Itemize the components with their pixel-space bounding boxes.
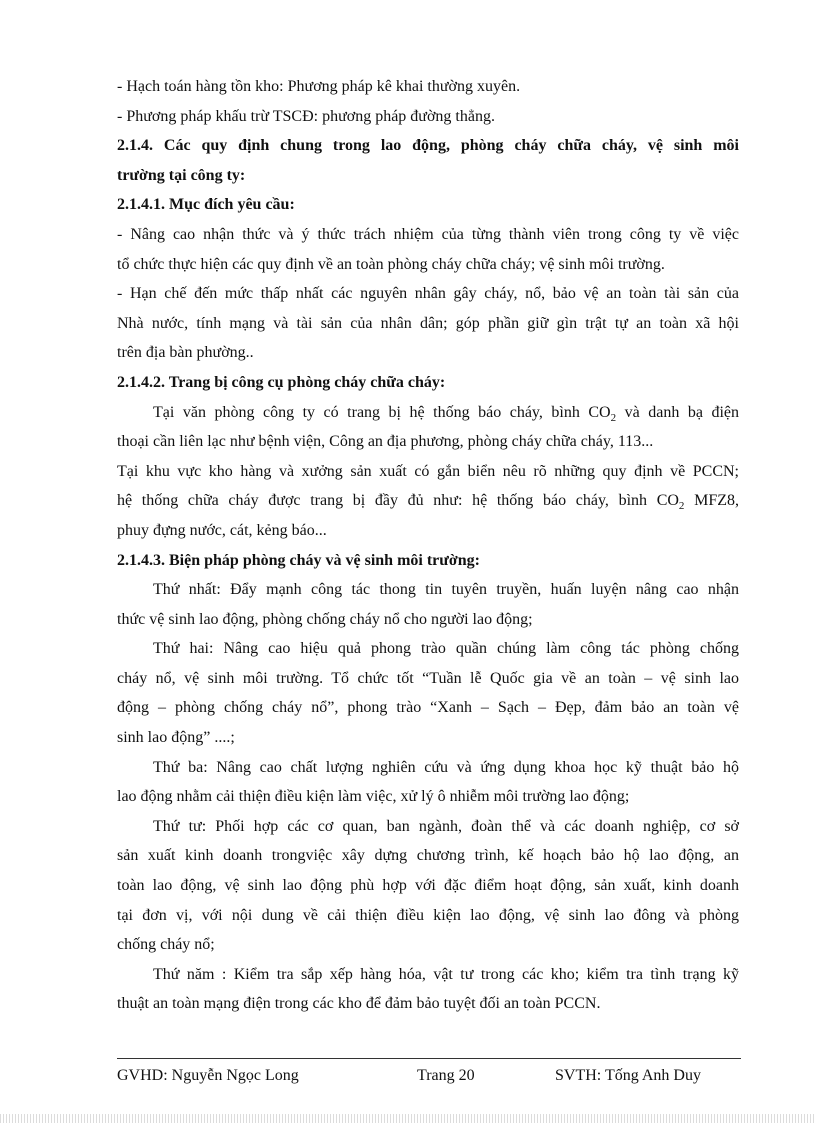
subscript: 2	[678, 500, 685, 513]
text-line: cháy nổ, vệ sinh môi trường. Tổ chức tốt “Tuần lễ Quốc gia về an toàn – vệ sinh lao	[117, 669, 739, 687]
section-heading: trường tại công ty:	[117, 166, 246, 184]
subsection-heading: 2.1.4.3. Biện pháp phòng cháy và vệ sinh môi trường:	[117, 551, 480, 569]
text-line: Thứ hai: Nâng cao hiệu quả phong trào quần chúng làm công tác phòng chống	[153, 640, 739, 658]
text-line	[117, 398, 739, 428]
document-body	[117, 72, 739, 1019]
footer-student: SVTH: Tống Anh Duy	[555, 1067, 701, 1084]
text-line: trên địa bàn phường..	[117, 344, 254, 362]
text-line: phuy đựng nước, cát, kẻng báo...	[117, 521, 327, 539]
text-line: - Nâng cao nhận thức và ý thức trách nhiệm của từng thành viên trong công ty về việc	[117, 225, 739, 243]
text-line: thuật an toàn mạng điện trong các kho để đảm bảo tuyệt đối an toàn PCCN.	[117, 995, 601, 1013]
subscript: 2	[610, 411, 617, 424]
text-line: Thứ năm : Kiểm tra sắp xếp hàng hóa, vật tư trong các kho; kiểm tra tình trạng kỹ	[153, 965, 739, 983]
text-line: tổ chức thực hiện các quy định về an toàn phòng cháy chữa cháy; vệ sinh môi trường.	[117, 255, 665, 273]
text-line: toàn lao động, vệ sinh lao động phù hợp với đặc điểm hoạt động, sản xuất, kinh doanh	[117, 877, 739, 895]
text-line: Thứ ba: Nâng cao chất lượng nghiên cứu và ứng dụng khoa học kỹ thuật bảo hộ	[153, 758, 739, 776]
text-line: chống cháy nổ;	[117, 936, 215, 954]
text-segment: MFZ8,	[684, 492, 739, 510]
text-line: - Phương pháp khấu trừ TSCĐ: phương pháp đường thẳng.	[117, 107, 495, 125]
text-segment: Tại văn phòng công ty có trang bị hệ thống báo cháy, bình CO	[153, 403, 611, 421]
text-line: lao động nhằm cải thiện điều kiện làm việc, xử lý ô nhiễm môi trường lao động;	[117, 788, 630, 806]
text-line: sinh lao động” ....;	[117, 729, 235, 747]
text-line: - Hạch toán hàng tồn kho: Phương pháp kê khai thường xuyên.	[117, 78, 521, 95]
section-heading: 2.1.4. Các quy định chung trong lao động, phòng cháy chữa cháy, vệ sinh môi	[117, 137, 739, 155]
text-segment: và danh bạ điện	[616, 403, 739, 421]
text-line: Tại khu vực kho hàng và xưởng sản xuất có gắn biển nêu rõ những quy định về PCCN;	[117, 462, 739, 480]
text-line: - Hạn chế đến mức thấp nhất các nguyên nhân gây cháy, nổ, bảo vệ an toàn tài sản của	[117, 285, 739, 303]
text-line: Thứ tư: Phối hợp các cơ quan, ban ngành, đoàn thể và các doanh nghiệp, cơ sở	[153, 817, 739, 835]
footer-divider	[117, 1058, 741, 1059]
footer-supervisor: GVHD: Nguyễn Ngọc Long	[117, 1067, 299, 1084]
page-edge	[0, 1114, 816, 1123]
text-line: tại đơn vị, với nội dung về cải thiện điều kiện lao động, vệ sinh lao đông và phòng	[117, 906, 739, 924]
footer-page-number: Trang 20	[417, 1067, 475, 1084]
subsection-heading: 2.1.4.1. Mục đích yêu cầu:	[117, 196, 295, 214]
text-line: thức vệ sinh lao động, phòng chống cháy nổ cho người lao động;	[117, 610, 533, 628]
text-line: thoại cần liên lạc như bệnh viện, Công an địa phương, phòng cháy chữa cháy, 113...	[117, 433, 654, 451]
text-line: động – phòng chống cháy nổ”, phong trào “Xanh – Sạch – Đẹp, đảm bảo an toàn vệ	[117, 699, 739, 717]
text-line: Nhà nước, tính mạng và tài sản của nhân dân; góp phần giữ gìn trật tự an toàn xã hội	[117, 314, 739, 332]
text-line: sản xuất kinh doanh trongviệc xây dựng chương trình, kế hoạch bảo hộ lao động, an	[117, 847, 739, 865]
subsection-heading: 2.1.4.2. Trang bị công cụ phòng cháy chữa cháy:	[117, 373, 446, 391]
text-segment: hệ thống chữa cháy được trang bị đầy đủ như: hệ thống báo cháy, bình CO	[117, 492, 679, 510]
text-line: Thứ nhất: Đẩy mạnh công tác thong tin tuyên truyền, huấn luyện nâng cao nhận	[153, 581, 739, 599]
text-line	[117, 486, 739, 516]
